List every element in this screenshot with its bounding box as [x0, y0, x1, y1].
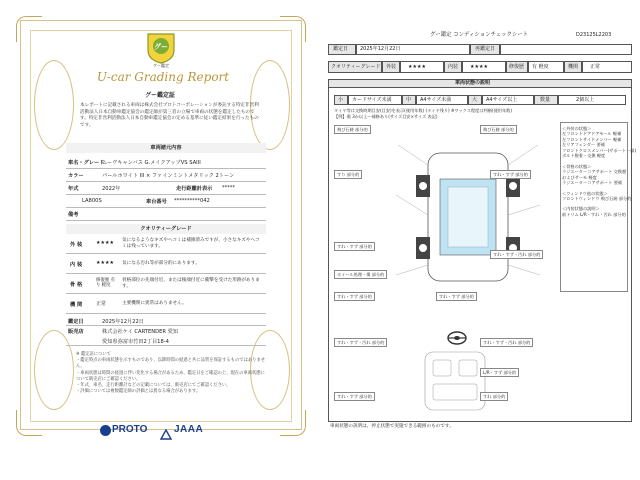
vehicle-row: 年式 2022年 走行距離計表示 *****: [66, 182, 266, 195]
certificate-notes: ※ 鑑定証について ・鑑定時点の車両状態を示すものであり、以降時間の経過と共に品質を保証するものではありません。 ・車両状態は時間の経過に伴い変化する場合があるため、鑑定日をご確認の上、現在の車両状態について販売店にご確認ください。 ・年式、車名、走行距離計などの記載については、販売店にてご確認ください。 ・評価については複数鑑定師の評価とは異なる場合があります。: [76, 352, 266, 395]
interior-stars: ★★★★: [470, 64, 488, 70]
vehicle-specs-header: 車両諸元内容: [66, 143, 266, 153]
jaaa-logo: JAAA: [174, 424, 204, 435]
vehicle-row: 車名・グレード ムーヴキャンバス G.メイクアップVS SAIII: [66, 156, 266, 169]
quality-row-interior: 内 装 ★★★★ 気になる汚れ等が部分的にあります。: [66, 256, 266, 274]
goo-kantei-badge-icon: [146, 32, 176, 64]
swirl-ornament: [34, 60, 74, 150]
certificate-title: U-car Grading Report: [96, 70, 230, 84]
exterior-stars: ★★★★: [408, 64, 426, 70]
certificate-subtitle: グー鑑定証: [144, 92, 175, 99]
corner-ornament: [16, 410, 42, 436]
appraisal-date-row: 鑑定日 2025年12月22日: [66, 316, 266, 326]
car-top-view-diagram: [378, 125, 558, 305]
vehicle-row: LA800S 車台番号 **********042: [66, 195, 266, 208]
size-note-example: 【例】傷 3か以上～補修あり(サイズ目安×サイズ 表記): [334, 114, 438, 119]
car-interior-diagram: [400, 350, 510, 412]
lead-paragraph: 本レポートに記載される車両は株式会社プロトコーポレーションが委託する特定非営利活動法人日本自動車鑑定協会の鑑定師が第三者の立場で車両の状態を鑑定したものです。特定非営利活動法人日本自動車鑑定協会の定める基準に従い鑑定結果を行ったものです。: [80, 103, 259, 128]
section-header: 車両状態の説明: [455, 80, 491, 86]
interior-label: すれ 部分的: [480, 392, 508, 401]
svg-text:グー: グー: [154, 43, 168, 51]
damage-label: すれ・すず 部分的: [334, 292, 375, 301]
document-id: D23125L2203: [576, 32, 612, 38]
damage-label: ホイール処理・傷 部分的: [334, 270, 387, 279]
interior-label: すれ・すず 部分的: [334, 392, 375, 401]
corner-ornament: [280, 410, 306, 436]
size-note: タイヤ等は交換時期目安(目安)を表示(使用年数) (タイヤ残り) ※ワックス程度は判断(使用年数): [334, 108, 512, 113]
vehicle-row: カラー パールホワイト III × ファインミントメタリック 2トーン: [66, 169, 266, 182]
appraisal-date: 2025年12月22日: [360, 46, 401, 52]
damage-label: すれ・すず 部分的: [490, 170, 531, 179]
quality-row-exterior: 外 装 ★★★★ 気になるようなキズやヘコミは補修済みですが、小さなキズやヘコミは残っています。: [66, 236, 266, 254]
quality-grade-header: クオリティーグレード: [66, 224, 266, 234]
interior-label: すれ・すず・汚れ 部分的: [480, 338, 533, 347]
damage-label: すれ・すず 部分的: [334, 242, 375, 251]
footer-note: 車両状態の説明は、停止状態で実施できる範囲のものです。: [330, 424, 454, 429]
reappraisal-date-cell: [500, 44, 632, 55]
corner-ornament: [280, 16, 306, 42]
damage-label: すれ・すず 部分的: [436, 292, 477, 301]
damage-label: すり 部分的: [334, 170, 362, 179]
interior-label: すれ・すず・汚れ 部分的: [334, 338, 387, 347]
damage-label: 飛び石跡 部分的: [480, 125, 517, 134]
jaaa-logo-icon: [160, 425, 172, 436]
corner-ornament: [16, 16, 42, 42]
proto-logo-icon: [100, 425, 111, 436]
quality-row-frame: 骨 格 修復歴 有り 軽度 骨格部位の先端付近、または後端付近に衝撃を受けた形跡があります。: [66, 276, 266, 294]
dealer-row: 販売店 株式会社ケイ CARTENDER 愛知: [68, 329, 179, 335]
damage-label: 飛び石跡 部分的: [334, 125, 371, 134]
steering-wheel-icon: [446, 330, 468, 346]
condition-check-sheet: グー鑑定 コンディションチェックシート D23125L2203 鑑定日 2025年12月22日 再鑑定日 クオリティーグレード 外装 ★★★★ 内装 ★★★★ 修復歴 有 軽度 機関 正常 車両状態の説明 小 カードサイズ未満 中 A4サイズ未満 大 A4サイズ以上 数量 2個以上 タイヤ等は交換時期目安(目安)を表示(使用年数) (タイヤ残り) ※ワックス程度は判断(使用年数) 【例】傷 3か以上～補修あり(サイズ目安×サイズ 表記) ＜外装の状態＞ 左フロントドアドアモール 軽補 左フロントサイドメンバー 軽補 左リアフェンダー 要補 フロントクロスメンバー(サポート一部) ボルト脱着・交換 軽度 ＜骨格の状態＞ ラジエーターコアサポート 交換歴 およびサーモ 軽度 ラジエーターコアサポート 要補 ＜ウィンドウ他の状態＞ フロントウィンドウ 飛び石跡 部分的 ＜内装状態の説明＞ 前トリム L/R・すれ・汚れ 部分的 飛び石跡 部分的 飛び石跡 部分的 すり 部分的 すれ・すず 部分的 すれ・すず 部分的 ホイール処理・傷 部分的 すれ・すず・汚れ 部分的 すれ・すず 部分的 すれ・すず 部分的 すれ・すず・汚れ 部分的 すれ・すず・汚れ 部分的 L/R・すず 部分的 すれ・すず 部分的 すれ 部分的 車両状態の説明は、停止状態で実施できる範囲のものです。: [320, 0, 640, 480]
sheet-title: グー鑑定 コンディションチェックシート: [430, 32, 529, 38]
interior-label: L/R・すず 部分的: [480, 368, 519, 377]
dealer-address-row: 愛知県弥富市竹田2丁目18-4: [66, 336, 266, 346]
engine-status: 正常: [590, 64, 601, 70]
damage-label: すれ・すず・汚れ 部分的: [490, 250, 543, 259]
badge-label: グー鑑定: [153, 63, 169, 68]
repair-history: 有 軽度: [532, 64, 549, 70]
vehicle-row: 備考: [66, 208, 266, 221]
condition-list: ＜外装の状態＞ 左フロントドアドアモール 軽補 左フロントサイドメンバー 軽補 左リアフェンダー 要補 フロントクロスメンバー(サポート一部) ボルト脱着・交換 軽度 ＜骨格の状態＞ ラジエーターコアサポート 交換歴 およびサーモ 軽度 ラジエーターコアサポート 要補 ＜ウィンドウ他の状態＞ フロントウィンドウ 飛び石跡 部分的 ＜内装状態の説明＞ 前トリム L/R・すれ・汚れ 部分的: [562, 126, 637, 217]
quality-row-engine: 機 関 正常 主要機関に異常はありません。: [66, 296, 266, 314]
proto-logo: PROTO: [112, 424, 148, 435]
